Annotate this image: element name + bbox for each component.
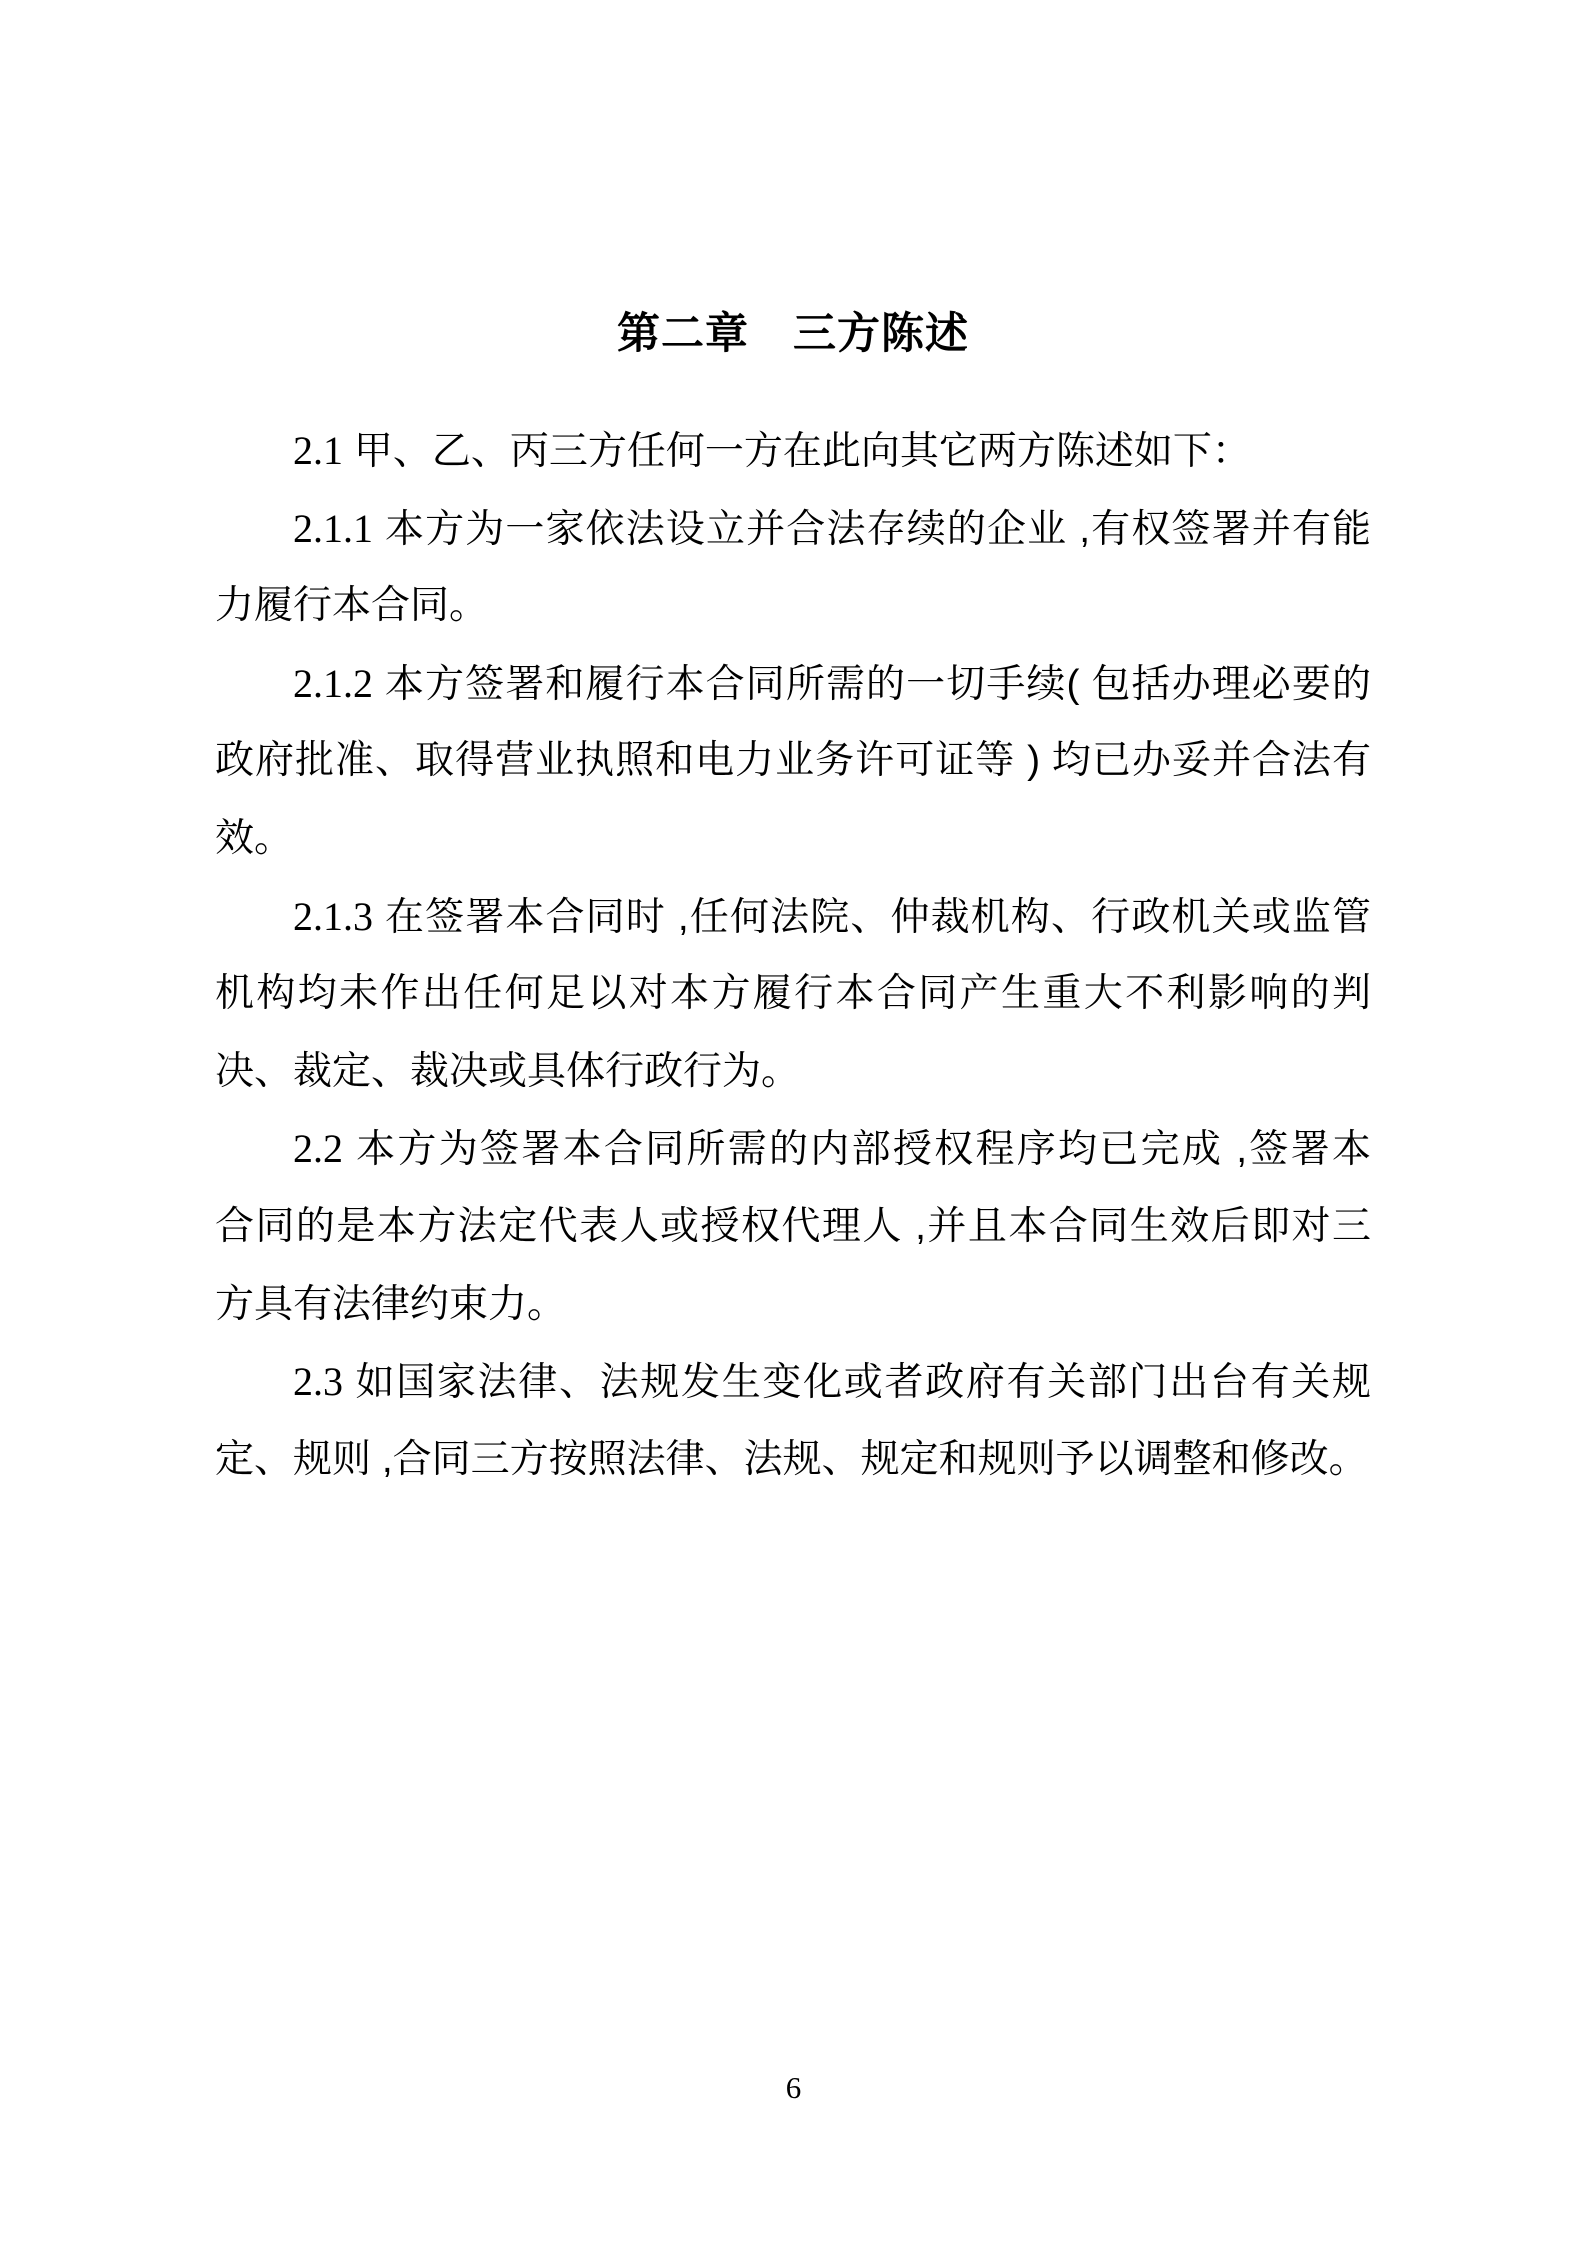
text-line: 机构均未作出任何足以对本方履行本合同产生重大不利影响的判 (215, 972, 1371, 1016)
clause-number: 2.1.1 (293, 505, 373, 551)
text-line: 决、裁定、裁决或具体行政行为。 (215, 1049, 801, 1093)
text-line: 政府批准、取得营业执照和电力业务许可证等 ) 均已办妥并合法有 (215, 739, 1371, 783)
paragraphs (215, 412, 1371, 1498)
paragraph (215, 412, 1371, 490)
paragraph (215, 1343, 1371, 1498)
clause-number: 2.1.2 (293, 660, 373, 706)
paragraph (215, 645, 1371, 878)
text-line: 定、规则 ,合同三方按照法律、法规、规定和规则予以调整和修改。 (215, 1437, 1368, 1481)
text-line: 2.1.3 在签署本合同时 ,任何法院、仲裁机构、行政机关或监管 (293, 893, 1371, 939)
text-line: 2.3 如国家法律、法规发生变化或者政府有关部门出台有关规 (293, 1359, 1371, 1405)
text-line: 方具有法律约束力。 (215, 1282, 567, 1326)
clause-number: 2.1.3 (293, 893, 373, 939)
text-line: 效。 (215, 816, 294, 860)
text-line: 力履行本合同。 (215, 584, 489, 628)
page-number: 6 (785, 2070, 802, 2105)
clause-number: 2.3 (293, 1359, 343, 1405)
chapter-title: 第二章 三方陈述 (617, 310, 969, 358)
clause-number: 2.2 (293, 1126, 343, 1172)
paragraph (215, 490, 1371, 645)
text-line: 2.1.1 本方为一家依法设立并合法存续的企业 ,有权签署并有能 (293, 505, 1371, 551)
paragraph (215, 878, 1371, 1111)
text-line: 2.1 甲、乙、丙三方任何一方在此向其它两方陈述如下： (293, 428, 1251, 473)
text-line: 2.1.2 本方签署和履行本合同所需的一切手续( 包括办理必要的 (293, 660, 1371, 706)
text-line: 合同的是本方法定代表人或授权代理人 ,并且本合同生效后即对三 (215, 1204, 1371, 1248)
text-line: 2.2 本方为签署本合同所需的内部授权程序均已完成 ,签署本 (293, 1126, 1371, 1172)
paragraph (215, 1110, 1371, 1343)
clause-number: 2.1 (293, 428, 343, 473)
